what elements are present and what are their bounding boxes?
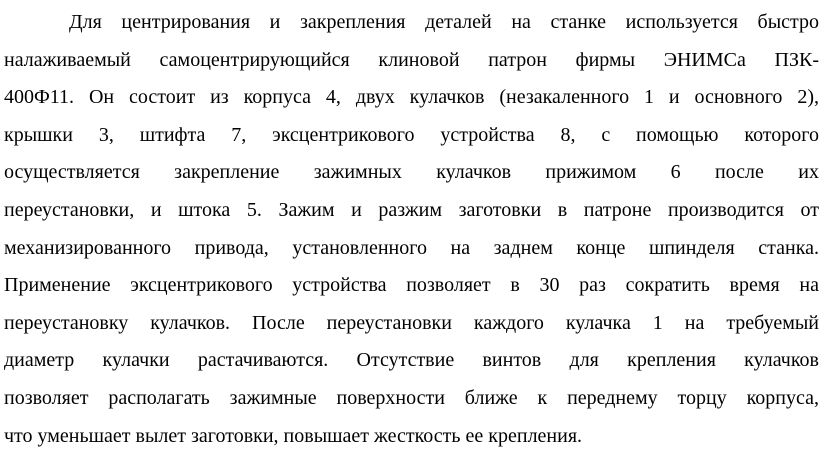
paragraph-line: диаметр кулачки растачиваются. Отсутствие винтов для крепления кулачков [4, 349, 819, 372]
paragraph-line: крышки 3, штифта 7, эксцентрикового устройства 8, с помощью которого [4, 123, 819, 146]
paragraph-line: Для центрирования и закрепления деталей на станке используется быстро [69, 11, 819, 33]
paragraph-line: 400Ф11. Он состоит из корпуса 4, двух кулачков (незакаленного 1 и основного 2), [4, 86, 819, 109]
paragraph-line: что уменьшает вылет заготовки, повышает жесткость ее крепления. [4, 424, 583, 447]
paragraph-line: позволяет располагать зажимные поверхности ближе к переднему торцу корпуса, [4, 386, 819, 409]
body-paragraph [4, 4, 819, 455]
paragraph-line: механизированного привода, установленного на заднем конце шпинделя станка. [4, 236, 819, 259]
paragraph-line: осуществляется закрепление зажимных кулачков прижимом 6 после их [4, 161, 819, 184]
paragraph-line: налаживаемый самоцентрирующийся клиновой патрон фирмы ЭНИМСа ПЗК- [4, 48, 819, 71]
paragraph-line: переустановки, и штока 5. Зажим и разжим заготовки в патроне производится от [4, 198, 819, 221]
paragraph-line: Применение эксцентрикового устройства позволяет в 30 раз сократить время на [4, 274, 819, 297]
paragraph-line: переустановку кулачков. После переустановки каждого кулачка 1 на требуемый [4, 311, 819, 334]
